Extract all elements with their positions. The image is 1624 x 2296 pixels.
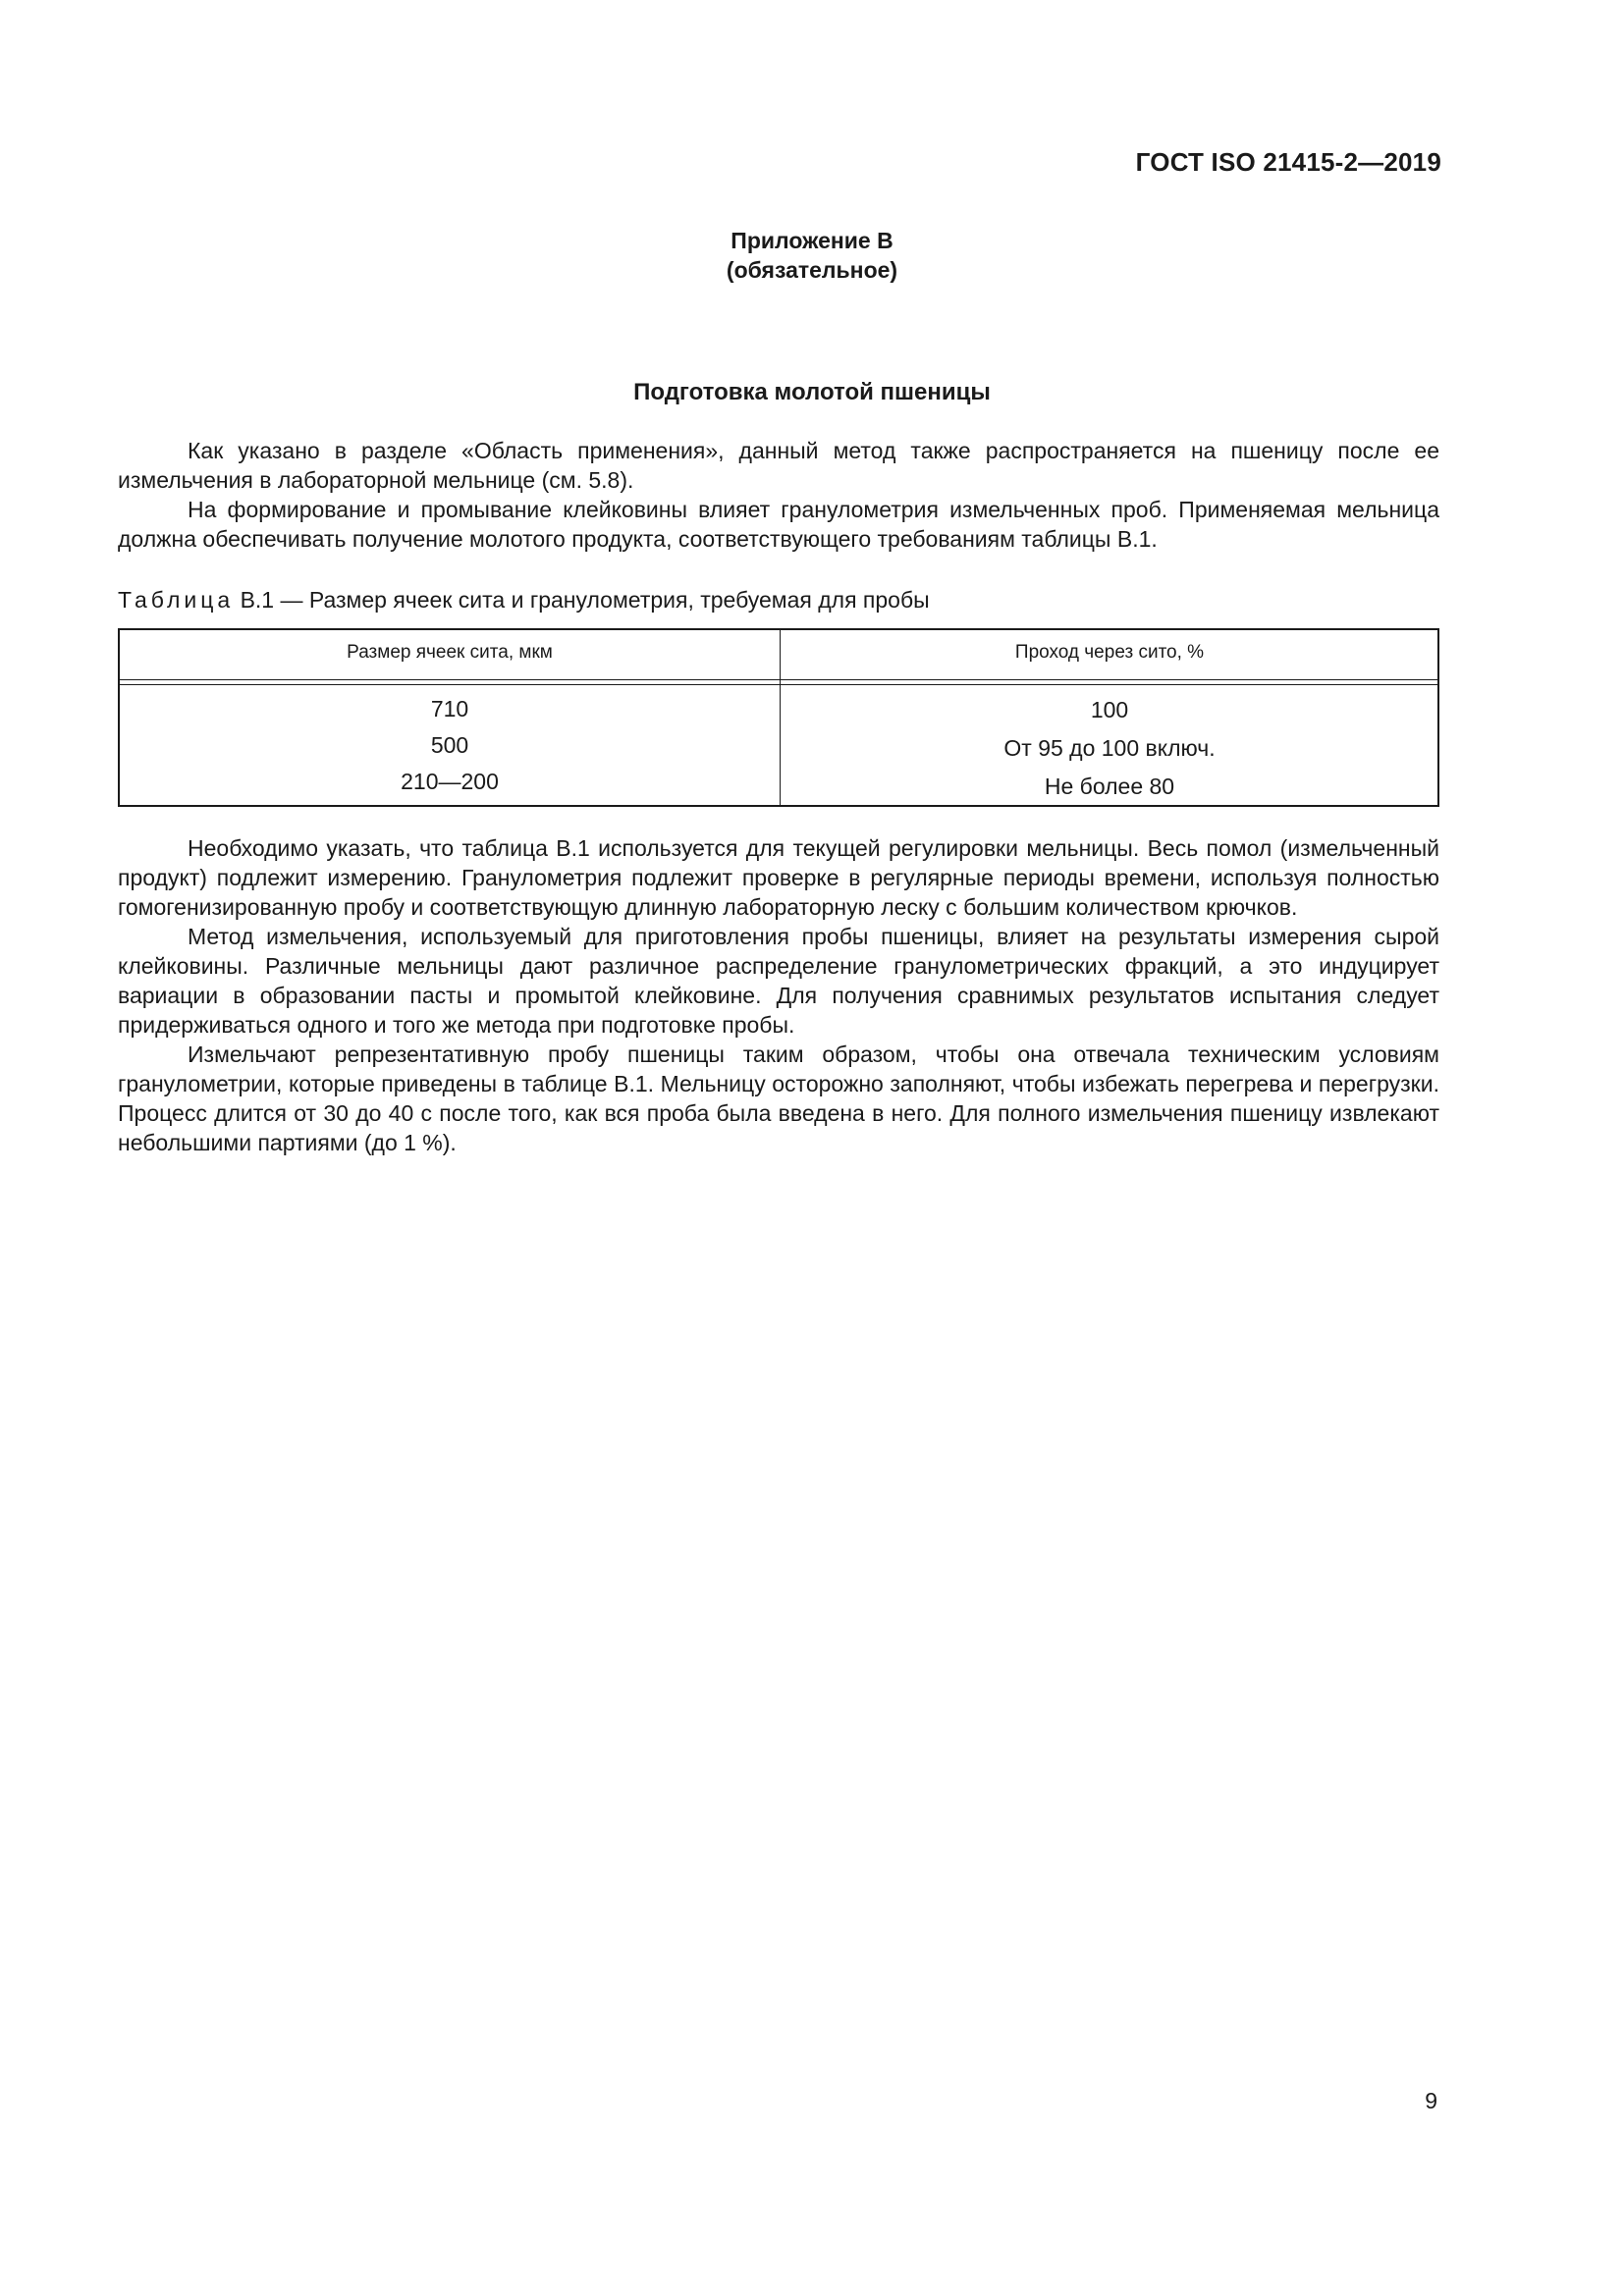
document-code: ГОСТ ISO 21415-2—2019 xyxy=(1135,147,1441,177)
table-header-divider xyxy=(120,679,1437,680)
table-caption-text: В.1 — Размер ячеек сита и гранулометрия, требуемая для пробы xyxy=(234,587,930,613)
table-cell: 500 xyxy=(430,732,469,758)
table-cell: Не более 80 xyxy=(1044,774,1175,799)
page-number: 9 xyxy=(1425,2088,1437,2113)
annex-title: Приложение В xyxy=(731,228,893,253)
table-column-divider xyxy=(780,630,781,805)
table-header-mesh-size: Размер ячеек сита, мкм xyxy=(347,642,553,663)
table-cell: 710 xyxy=(430,696,469,721)
paragraph: Как указано в разделе «Область применения», данный метод также распространяется на пшеницу после ее измельчения в лабораторной мельнице (см. 5.8). xyxy=(118,438,1439,493)
table-caption xyxy=(118,587,930,614)
annex-heading xyxy=(0,226,1624,285)
intro-text xyxy=(118,436,1439,554)
table-cell: 210—200 xyxy=(401,769,499,794)
paragraph: Метод измельчения, используемый для приготовления пробы пшеницы, влияет на результаты измерения сырой клейковины. Различные мельницы дают различное распределение гранулометрических фракций, а это индуцирует вариации в образовании пасты и промытой клейковине. Для получения сравнимых результатов испытания следует придерживаться одного и того же метода при подготовке пробы. xyxy=(118,924,1439,1038)
section-title: Подготовка молотой пшеницы xyxy=(633,379,991,405)
paragraph: Необходимо указать, что таблица В.1 используется для текущей регулировки мельницы. Весь помол (измельченный продукт) подлежит измерению. Гранулометрия подлежит проверке в регулярные периоды времени, используя полностью гомогенизированную пробу и соответствующую длинную лабораторную леску с большим количеством крючков. xyxy=(118,835,1439,920)
paragraph: На формирование и промывание клейковины влияет гранулометрия измельченных проб. Применяемая мельница должна обеспечивать получение молотого продукта, соответствующего требованиям таблицы В.1. xyxy=(118,497,1439,552)
body-text xyxy=(118,833,1439,1157)
table-caption-label: Таблица xyxy=(118,587,235,613)
annex-status: (обязательное) xyxy=(726,257,898,283)
table-column-passing xyxy=(782,691,1437,806)
table-cell: 100 xyxy=(1090,697,1129,722)
sieve-table xyxy=(118,628,1439,807)
paragraph: Измельчают репрезентативную пробу пшеницы таким образом, чтобы она отвечала техническим условиям гранулометрии, которые приведены в таблице В.1. Мельницу осторожно заполняют, чтобы избежать перегрева и перегрузки. Процесс длится от 30 до 40 с после того, как вся проба была введена в него. Для полного измельчения пшеницу извлекают небольшими партиями (до 1 %). xyxy=(118,1041,1439,1155)
table-header-passing: Проход через сито, % xyxy=(1014,642,1205,663)
table-cell: От 95 до 100 включ. xyxy=(1003,735,1216,761)
table-header-divider-double xyxy=(120,684,1437,685)
table-column-mesh-size xyxy=(120,691,780,800)
